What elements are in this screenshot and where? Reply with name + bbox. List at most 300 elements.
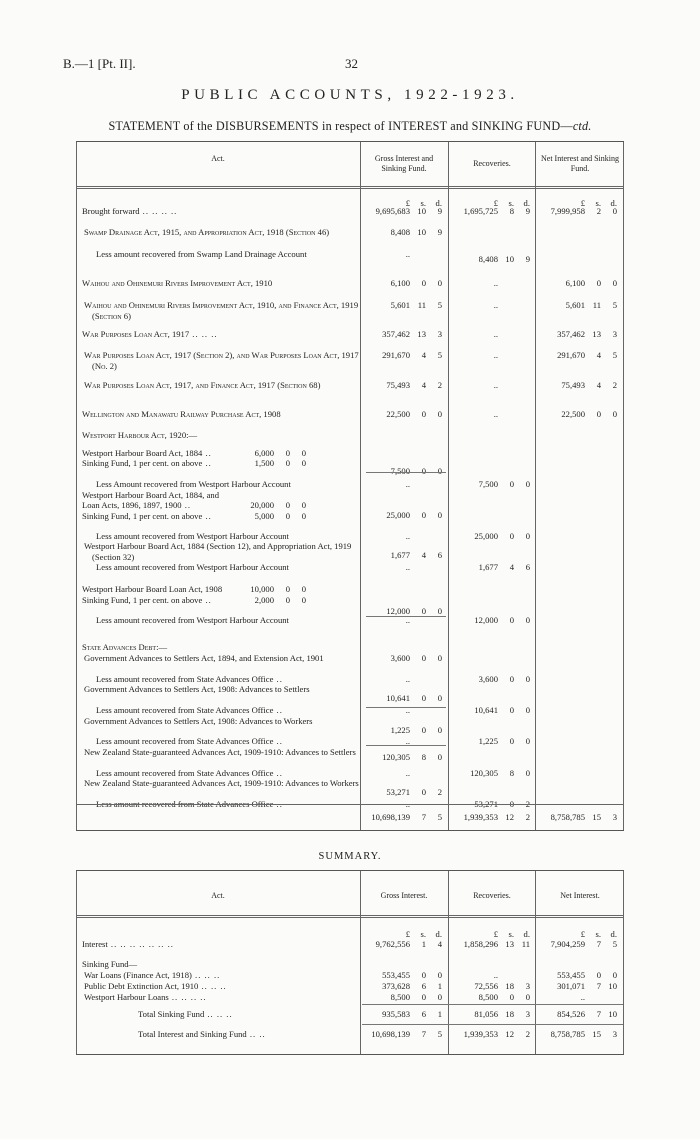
inner-amount-shillings: 0	[285, 595, 290, 605]
header-rule	[76, 915, 624, 916]
inner-amount-pounds: 2,000	[254, 595, 274, 605]
gross-amount-pence: 0	[437, 510, 442, 520]
leader-dots: ..	[273, 674, 283, 684]
recoveries-amount-pounds: 1,858,296	[463, 939, 498, 949]
gross-amount-pence: 5	[437, 1029, 442, 1039]
net-amount-shillings: 0	[596, 278, 601, 288]
currency-units-shillings: s.	[595, 929, 601, 939]
gross-amount-pounds: 10,641	[386, 693, 410, 703]
gross-amount-pence: 0	[437, 653, 442, 663]
recoveries-amount-pence: 0	[525, 615, 530, 625]
description-text: Less amount recovered from State Advances Office	[96, 674, 274, 684]
row-description	[82, 716, 361, 727]
currency-units-pence: d.	[610, 929, 617, 939]
gross-amount-pence: 0	[437, 992, 442, 1002]
currency-units-pence: d.	[435, 929, 442, 939]
net-amount-pence: 0	[612, 970, 617, 980]
leader-dots: .. .. ..	[198, 981, 227, 991]
net-amount-pounds: 5,601	[565, 300, 585, 310]
net-amount-pounds: 7,999,958	[550, 206, 585, 216]
net-amount-shillings: 4	[596, 380, 601, 390]
description-text: Waihou and Ohinemuri Rivers Improvement Act, 1910	[82, 278, 273, 288]
recoveries-amount-pence: 0	[525, 768, 530, 778]
description-text: Government Advances to Settlers Act, 1908: Advances to Workers	[84, 716, 313, 726]
gross-amount-pence: 5	[437, 350, 442, 360]
col-header-net: Net Interest and Sinking Fund.	[541, 154, 619, 173]
description-text: Sinking Fund—	[82, 959, 138, 969]
gross-amount-pounds: 5,601	[390, 300, 410, 310]
description-text: War Loans (Finance Act, 1918)	[84, 970, 192, 980]
row-description	[82, 981, 361, 992]
recoveries-amount-pence: 2	[525, 799, 530, 809]
column-divider	[535, 871, 536, 1054]
gross-amount-shillings: 4	[421, 550, 426, 560]
header-rule	[76, 188, 624, 189]
leader-dots: .. .. .. .. .. .. ..	[107, 939, 174, 949]
gross-amount-pounds: ..	[405, 768, 410, 778]
gross-amount-pounds: 8,408	[390, 227, 410, 237]
inner-amount-shillings: 0	[285, 511, 290, 521]
net-amount-shillings: 7	[596, 1009, 601, 1019]
inner-amount-pounds: 5,000	[254, 511, 274, 521]
description-text: Less amount recovered from Westport Harbour Account	[96, 615, 289, 625]
inner-amount-pence: 0	[301, 458, 306, 468]
currency-units-shillings: s.	[420, 198, 426, 208]
description-text: Less amount recovered from State Advances Office	[96, 768, 274, 778]
recoveries-amount-pounds: 1,225	[478, 736, 498, 746]
description-text: New Zealand State-guaranteed Advances Act, 1909-1910: Advances to Workers	[84, 778, 359, 788]
gross-amount-shillings: 4	[421, 380, 426, 390]
table-border-left	[76, 142, 77, 830]
leader-dots: ..	[181, 500, 191, 510]
gross-amount-pounds: ..	[405, 562, 410, 572]
inner-amount-pounds: 10,000	[250, 584, 274, 594]
description-text: Less amount recovered from State Advances Office	[96, 736, 274, 746]
gross-amount-pounds: 22,500	[386, 409, 410, 419]
total-gross-shillings: 7	[421, 812, 426, 822]
total-recoveries-pence: 2	[525, 812, 530, 822]
gross-amount-pounds: 935,583	[382, 1009, 410, 1019]
recoveries-amount-shillings: 12	[505, 1029, 514, 1039]
currency-units-pence: d.	[523, 198, 530, 208]
leader-dots: .. .. ..	[191, 970, 221, 980]
gross-amount-shillings: 0	[421, 606, 426, 616]
description-text: State Advances Debt:—	[82, 642, 168, 652]
column-divider	[448, 871, 449, 1054]
gross-amount-pounds: ..	[405, 479, 410, 489]
col-header-act: Act.	[211, 891, 225, 900]
header-rule	[76, 186, 624, 187]
total-net-pounds: 8,758,785	[550, 812, 585, 822]
total-net-shillings: 15	[592, 812, 601, 822]
net-amount-pounds: 6,100	[565, 278, 585, 288]
description-text: Less amount recovered from Westport Harbour Account	[96, 562, 289, 572]
inner-amount-shillings: 0	[285, 500, 290, 510]
gross-amount-pounds: ..	[405, 736, 410, 746]
recoveries-amount-pounds: 1,677	[478, 562, 498, 572]
subtotal-rule	[366, 616, 446, 617]
leader-dots: ..	[202, 458, 212, 468]
gross-amount-pounds: 291,670	[382, 350, 410, 360]
net-amount-pence: 3	[612, 1029, 617, 1039]
gross-amount-pounds: 53,271	[386, 787, 410, 797]
net-amount-pounds: 553,455	[557, 970, 585, 980]
recoveries-amount-shillings: 0	[509, 736, 514, 746]
gross-amount-shillings: 1	[421, 939, 426, 949]
gross-amount-pence: 0	[437, 278, 442, 288]
recoveries-amount-pence: 9	[525, 254, 530, 264]
recoveries-amount-pounds: ..	[493, 278, 498, 288]
subtotal-rule	[366, 745, 446, 746]
total-gross-pence: 5	[437, 812, 442, 822]
description-text: Total Interest and Sinking Fund	[138, 1029, 247, 1039]
net-amount-shillings: 15	[592, 1029, 601, 1039]
recoveries-amount-pounds: ..	[493, 300, 498, 310]
description-text: Westport Harbour Board Loan Act, 1908	[82, 584, 223, 594]
net-amount-shillings: 7	[596, 981, 601, 991]
description-text: Westport Harbour Board Act, 1884 (Section 12), and Appropriation Act, 1919 (Section 32)	[84, 541, 352, 562]
recoveries-amount-pounds: 81,056	[474, 1009, 498, 1019]
leader-dots: .. .. ..	[204, 1009, 233, 1019]
gross-amount-pounds: ..	[405, 531, 410, 541]
net-amount-shillings: 0	[596, 970, 601, 980]
gross-amount-shillings: 7	[421, 1029, 426, 1039]
total-gross-pounds: 10,698,139	[371, 812, 410, 822]
row-description	[82, 642, 361, 653]
currency-units-shillings: s.	[420, 929, 426, 939]
recoveries-amount-shillings: 0	[509, 674, 514, 684]
gross-amount-shillings: 0	[421, 466, 426, 476]
row-description	[82, 992, 361, 1003]
gross-amount-pounds: 373,628	[382, 981, 410, 991]
gross-amount-pence: 4	[437, 939, 442, 949]
recoveries-amount-shillings: 18	[505, 981, 514, 991]
gross-amount-pence: 2	[437, 787, 442, 797]
description-text: Total Sinking Fund	[138, 1009, 205, 1019]
description-text: Less amount recovered from Swamp Land Drainage Account	[96, 249, 307, 259]
table-border-right	[623, 142, 624, 830]
col-header-gross: Gross Interest and Sinking Fund.	[374, 154, 434, 173]
row-description	[82, 939, 360, 950]
description-text: Less amount recovered from Westport Harbour Account	[96, 531, 289, 541]
row-description	[82, 479, 361, 490]
row-description	[82, 249, 361, 260]
net-amount-pence: 3	[612, 329, 617, 339]
gross-amount-pounds: 7,500	[390, 466, 410, 476]
description-text: Public Debt Extinction Act, 1910	[84, 981, 199, 991]
header-rule	[76, 917, 624, 918]
gross-amount-shillings: 4	[421, 350, 426, 360]
net-amount-pounds: 7,904,259	[550, 939, 585, 949]
recoveries-amount-pence: 0	[525, 479, 530, 489]
row-description	[82, 653, 361, 664]
disbursements-table	[76, 141, 624, 831]
subtitle-main: STATEMENT of the DISBURSEMENTS in respect of INTEREST and SINKING FUND—	[108, 119, 573, 133]
description-text: Swamp Drainage Act, 1915, and Appropriation Act, 1918 (Section 46)	[84, 227, 330, 237]
net-amount-pounds: ..	[580, 992, 585, 1002]
inner-amount-shillings: 0	[285, 448, 290, 458]
description-text: Westport Harbour Board Act, 1884, and	[82, 490, 220, 500]
row-description	[82, 227, 361, 238]
statement-subtitle	[0, 119, 700, 134]
gross-amount-pounds: 9,762,556	[375, 939, 410, 949]
row-description	[82, 768, 361, 779]
summary-title: SUMMARY.	[318, 851, 382, 862]
recoveries-amount-pence: 3	[525, 1009, 530, 1019]
gross-amount-pence: 0	[437, 409, 442, 419]
gross-amount-shillings: 10	[417, 227, 426, 237]
leader-dots: ..	[273, 736, 283, 746]
recoveries-amount-shillings: 8	[509, 206, 514, 216]
summary-subtotal-rule	[362, 1004, 623, 1005]
recoveries-amount-pence: 6	[525, 562, 530, 572]
total-recoveries-shillings: 12	[505, 812, 514, 822]
description-text: Loan Acts, 1896, 1897, 1900	[82, 500, 182, 510]
net-amount-shillings: 2	[596, 206, 601, 216]
recoveries-amount-shillings: 0	[509, 615, 514, 625]
net-amount-pence: 0	[612, 206, 617, 216]
row-description	[82, 970, 361, 981]
recoveries-amount-pounds: 72,556	[474, 981, 498, 991]
gross-amount-pounds: 6,100	[390, 278, 410, 288]
recoveries-amount-shillings: 8	[509, 768, 514, 778]
gross-amount-pounds: 1,225	[390, 725, 410, 735]
gross-amount-pence: 0	[437, 606, 442, 616]
gross-amount-pence: 3	[437, 329, 442, 339]
subtotal-rule	[366, 707, 446, 708]
leader-dots: ..	[202, 448, 212, 458]
net-amount-pence: 10	[608, 981, 617, 991]
inner-amount-shillings: 0	[285, 458, 290, 468]
net-amount-pence: 2	[612, 380, 617, 390]
currency-units-pence: d.	[435, 198, 442, 208]
inner-amount-pence: 0	[301, 584, 306, 594]
currency-units-pounds: £	[493, 929, 498, 939]
row-description	[82, 584, 361, 595]
leader-dots: ..	[273, 768, 283, 778]
total-recoveries-pounds: 1,939,353	[463, 812, 498, 822]
recoveries-amount-pounds: 10,641	[474, 705, 498, 715]
description-text: Westport Harbour Loans	[84, 992, 169, 1002]
net-amount-shillings: 4	[596, 350, 601, 360]
leader-dots: .. .. ..	[189, 329, 218, 339]
subtitle-ctd: ctd.	[572, 119, 592, 133]
description-text: Westport Harbour Act, 1920:—	[82, 430, 198, 440]
inner-amount-pence: 0	[301, 595, 306, 605]
gross-amount-shillings: 0	[421, 409, 426, 419]
gross-amount-pounds: 9,695,683	[375, 206, 410, 216]
gross-amount-pounds: ..	[405, 615, 410, 625]
recoveries-amount-pounds: ..	[493, 380, 498, 390]
recoveries-amount-pence: 3	[525, 981, 530, 991]
recoveries-amount-shillings: 18	[505, 1009, 514, 1019]
leader-dots: .. ..	[246, 1029, 266, 1039]
inner-amount-shillings: 0	[285, 584, 290, 594]
gross-amount-shillings: 0	[421, 510, 426, 520]
gross-amount-shillings: 0	[421, 278, 426, 288]
inner-amount-pence: 0	[301, 511, 306, 521]
row-description	[82, 206, 360, 217]
page-title: PUBLIC ACCOUNTS, 1922-1923.	[181, 87, 519, 103]
col-header-net: Net Interest.	[560, 891, 600, 900]
page-number: 32	[345, 56, 358, 71]
description-text: Interest	[82, 939, 108, 949]
description-text: War Purposes Loan Act, 1917, and Finance Act, 1917 (Section 68)	[84, 380, 321, 390]
page-header	[63, 56, 640, 72]
description-text: Less amount recovered from State Advances Office	[96, 799, 274, 809]
inner-amount-pence: 0	[301, 500, 306, 510]
recoveries-amount-shillings: 4	[509, 562, 514, 572]
gross-amount-pounds: 10,698,139	[371, 1029, 410, 1039]
row-description	[82, 615, 361, 626]
leader-dots: ..	[202, 511, 212, 521]
recoveries-amount-pounds: 12,000	[474, 615, 498, 625]
net-amount-pence: 10	[608, 1009, 617, 1019]
gross-amount-pence: 5	[437, 300, 442, 310]
gross-amount-shillings: 0	[421, 693, 426, 703]
row-description	[82, 380, 361, 391]
row-description	[82, 350, 361, 371]
table-border-right	[623, 871, 624, 1054]
gross-amount-shillings: 6	[421, 981, 426, 991]
net-amount-pence: 5	[612, 350, 617, 360]
gross-amount-shillings: 10	[417, 206, 426, 216]
currency-units-pence: d.	[610, 198, 617, 208]
net-amount-pounds: 301,071	[557, 981, 585, 991]
leader-dots: .. .. .. ..	[168, 992, 207, 1002]
inner-amount-pounds: 20,000	[250, 500, 274, 510]
leader-dots: .. .. .. ..	[139, 206, 178, 216]
row-description	[82, 778, 361, 789]
gross-amount-pence: 9	[437, 227, 442, 237]
gross-amount-pounds: 12,000	[386, 606, 410, 616]
recoveries-amount-pounds: 3,600	[478, 674, 498, 684]
recoveries-amount-shillings: 0	[509, 479, 514, 489]
currency-units-pounds: £	[580, 929, 585, 939]
gross-amount-pounds: 120,305	[382, 752, 410, 762]
leader-dots: ..	[202, 595, 212, 605]
description-text: Sinking Fund, 1 per cent. on above	[82, 511, 203, 521]
net-amount-shillings: 13	[592, 329, 601, 339]
description-text: Westport Harbour Board Act, 1884	[82, 448, 203, 458]
gross-amount-pounds: 3,600	[390, 653, 410, 663]
gross-amount-pounds: 1,677	[390, 550, 410, 560]
description-text: Wellington and Manawatu Railway Purchase Act, 1908	[82, 409, 281, 419]
summary-subtotal-rule	[362, 1024, 623, 1025]
recoveries-amount-pence: 0	[525, 992, 530, 1002]
description-text: Waihou and Ohinemuri Rivers Improvement Act, 1910, and Finance Act, 1919 (Section 6)	[84, 300, 359, 321]
column-divider	[535, 142, 536, 830]
row-description	[82, 409, 361, 420]
net-amount-pounds: 22,500	[561, 409, 585, 419]
net-amount-pounds: 291,670	[557, 350, 585, 360]
net-amount-pence: 5	[612, 939, 617, 949]
recoveries-amount-pounds: 1,695,725	[463, 206, 498, 216]
column-divider	[448, 142, 449, 830]
recoveries-amount-pounds: 25,000	[474, 531, 498, 541]
net-amount-pence: 0	[612, 409, 617, 419]
summary-table	[76, 870, 624, 1055]
total-rule	[76, 804, 624, 805]
recoveries-amount-pounds: 120,305	[470, 768, 498, 778]
col-header-recoveries: Recoveries.	[473, 159, 511, 168]
row-description	[82, 674, 361, 685]
recoveries-amount-pounds: ..	[493, 970, 498, 980]
row-description	[82, 541, 361, 562]
col-header-act: Act.	[211, 154, 225, 163]
net-amount-pence: 0	[612, 278, 617, 288]
net-amount-shillings: 0	[596, 409, 601, 419]
inner-amount-pounds: 1,500	[254, 458, 274, 468]
description-text: Government Advances to Settlers Act, 1908: Advances to Settlers	[84, 684, 310, 694]
total-net-pence: 3	[612, 812, 617, 822]
net-amount-shillings: 7	[596, 939, 601, 949]
row-description	[82, 300, 361, 321]
gross-amount-pounds: ..	[405, 674, 410, 684]
gross-amount-pence: 0	[437, 466, 442, 476]
currency-units-shillings: s.	[508, 929, 514, 939]
row-description	[82, 562, 361, 573]
gross-amount-shillings: 13	[417, 329, 426, 339]
row-description	[82, 278, 361, 289]
recoveries-amount-shillings: 0	[509, 531, 514, 541]
currency-units-pounds: £	[405, 198, 410, 208]
gross-amount-pounds: ..	[405, 249, 410, 259]
leader-dots: ..	[273, 705, 283, 715]
net-amount-shillings: 11	[592, 300, 601, 310]
net-amount-pounds: 357,462	[557, 329, 585, 339]
gross-amount-pounds: 75,493	[386, 380, 410, 390]
row-description	[82, 736, 361, 747]
gross-amount-shillings: 0	[421, 992, 426, 1002]
gross-amount-pounds: 357,462	[382, 329, 410, 339]
description-text: New Zealand State-guaranteed Advances Act, 1909-1910: Advances to Settlers	[84, 747, 356, 757]
col-header-recoveries: Recoveries.	[473, 891, 511, 900]
description-text: Less amount recovered from State Advances Office	[96, 705, 274, 715]
gross-amount-shillings: 0	[421, 653, 426, 663]
recoveries-amount-shillings: 13	[505, 939, 514, 949]
row-description	[82, 430, 361, 441]
gross-amount-shillings: 0	[421, 970, 426, 980]
recoveries-amount-pence: 2	[525, 1029, 530, 1039]
gross-amount-pounds: ..	[405, 799, 410, 809]
currency-units-shillings: s.	[595, 198, 601, 208]
description-text: Brought forward	[82, 206, 140, 216]
gross-amount-pence: 2	[437, 380, 442, 390]
net-amount-pounds: 854,526	[557, 1009, 585, 1019]
leader-dots: ..	[273, 799, 283, 809]
gross-amount-pence: 9	[437, 206, 442, 216]
document-reference: B.—1 [Pt. II].	[63, 56, 136, 71]
description-text: Sinking Fund, 1 per cent. on above	[82, 595, 203, 605]
gross-amount-shillings: 11	[417, 300, 426, 310]
gross-amount-pence: 0	[437, 693, 442, 703]
recoveries-amount-shillings: 0	[509, 799, 514, 809]
row-description	[82, 959, 361, 970]
recoveries-amount-pounds: ..	[493, 409, 498, 419]
inner-amount-pence: 0	[301, 448, 306, 458]
net-amount-pounds: 75,493	[561, 380, 585, 390]
row-description	[82, 684, 361, 695]
gross-amount-pence: 1	[437, 981, 442, 991]
currency-units-pounds: £	[493, 198, 498, 208]
inner-amount-pounds: 6,000	[254, 448, 274, 458]
recoveries-amount-shillings: 0	[509, 705, 514, 715]
row-description	[82, 531, 361, 542]
row-description	[82, 329, 361, 340]
gross-amount-pence: 0	[437, 752, 442, 762]
description-text: Less Amount recovered from Westport Harbour Account	[96, 479, 291, 489]
